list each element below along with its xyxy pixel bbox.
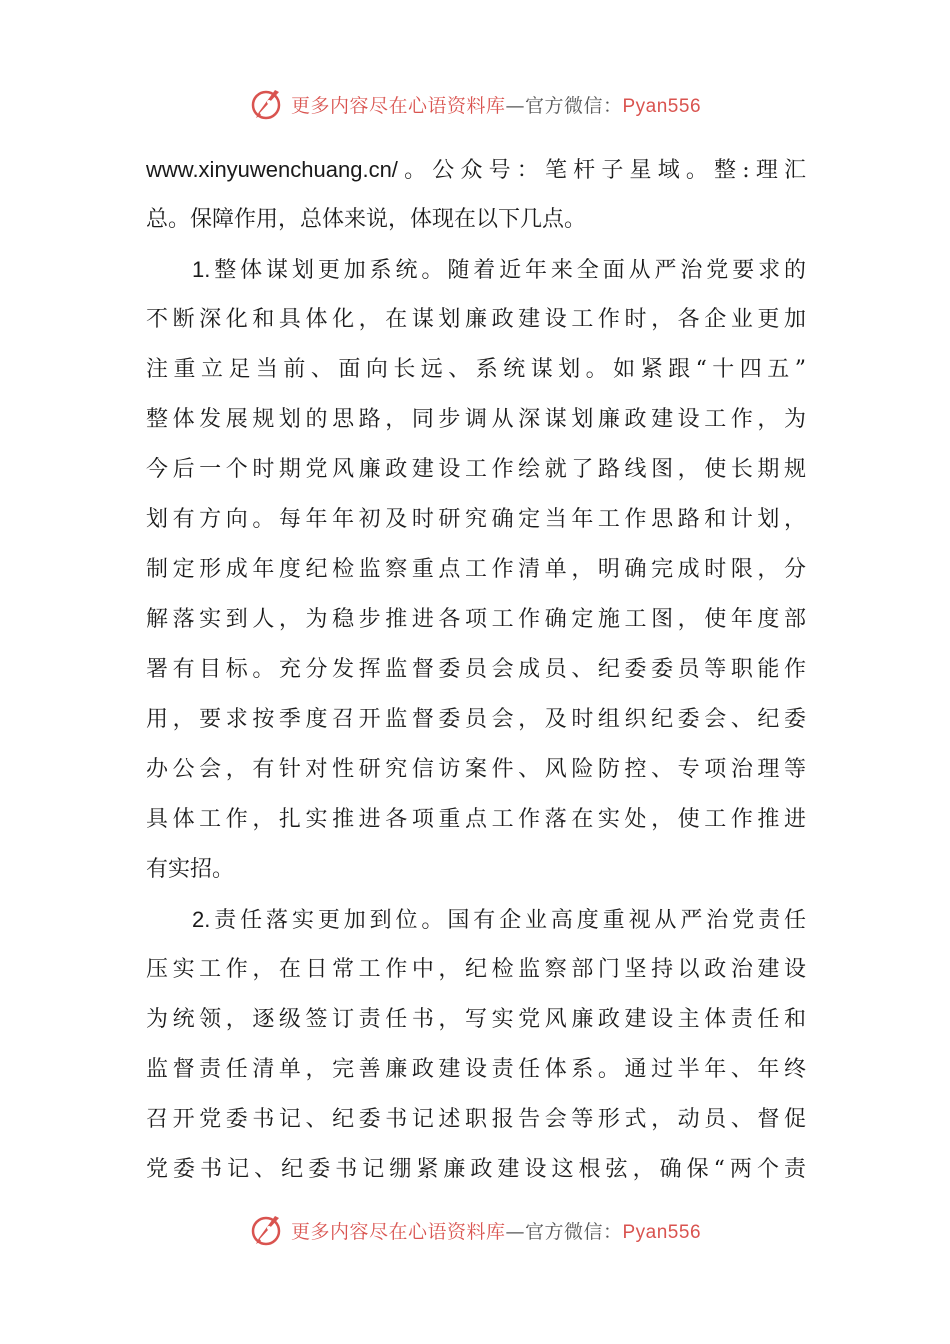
body-line-text: 责任落实更加到位。国有企业高度重视从严治党责任 — [210, 908, 806, 933]
body-line: 有实招。 — [146, 857, 235, 882]
body-line-text: 。公众号：笔杆子星域。整:理汇 — [397, 158, 806, 183]
body-line: 解落实到人，为稳步推进各项工作确定施工图，使年度部 — [146, 607, 806, 632]
banner-dash: — — [505, 94, 525, 117]
paragraph-2-first-line — [146, 895, 806, 945]
body-line: 整体发展规划的思路，同步调从深谋划廉政建设工作，为 — [146, 407, 806, 432]
banner-wechat-label: 官方微信： — [524, 1220, 623, 1243]
body-line: 划有方向。每年年初及时研究确定当年工作思路和计划， — [146, 507, 806, 532]
body-line — [146, 145, 806, 195]
banner-text — [291, 91, 701, 118]
paragraph-number: 1. — [192, 257, 211, 282]
body-line: 注重立足当前、面向长远、系统谋划。如紧跟“十四五” — [146, 357, 806, 382]
body-line: 署有目标。充分发挥监督委员会成员、纪委委员等职能作 — [146, 657, 806, 682]
banner-wechat-label: 官方微信： — [524, 94, 623, 117]
banner-wechat-id: Pyan556 — [622, 1221, 702, 1243]
website-url: www.xinyuwenchuang.cn/ — [146, 157, 398, 182]
paragraph-number: 2. — [192, 907, 211, 932]
header-banner — [0, 84, 950, 124]
banner-text — [291, 1217, 701, 1244]
body-line: 监督责任清单，完善廉政建设责任体系。通过半年、年终 — [146, 1057, 806, 1082]
body-line: 党委书记、纪委书记绷紧廉政建设这根弦，确保“两个责 — [146, 1157, 806, 1182]
footer-banner — [0, 1210, 950, 1250]
body-line: 今后一个时期党风廉政建设工作绘就了路线图，使长期规 — [146, 457, 806, 482]
body-line: 制定形成年度纪检监察重点工作清单，明确完成时限，分 — [146, 557, 806, 582]
body-line: 用，要求按季度召开监督委员会，及时组织纪委会、纪委 — [146, 707, 806, 732]
quill-seal-logo-icon — [249, 1212, 285, 1248]
banner-main-text: 更多内容尽在心语资料库 — [290, 94, 506, 117]
quill-seal-logo-icon — [249, 86, 285, 122]
document-body — [146, 145, 806, 1195]
banner-dash: — — [505, 1220, 525, 1243]
body-line: 为统领，逐级签订责任书，写实党风廉政建设主体责任和 — [146, 1007, 806, 1032]
body-line: 不断深化和具体化，在谋划廉政建设工作时，各企业更加 — [146, 307, 806, 332]
banner-wechat-id: Pyan556 — [622, 95, 702, 117]
body-line: 办公会，有针对性研究信访案件、风险防控、专项治理等 — [146, 757, 806, 782]
paragraph-1-first-line — [146, 245, 806, 295]
banner-main-text: 更多内容尽在心语资料库 — [290, 1220, 506, 1243]
body-line: 召开党委书记、纪委书记述职报告会等形式，动员、督促 — [146, 1107, 806, 1132]
body-line: 总。保障作用，总体来说，体现在以下几点。 — [146, 207, 587, 232]
body-line-text: 整体谋划更加系统。随着近年来全面从严治党要求的 — [210, 258, 806, 283]
body-line: 压实工作，在日常工作中，纪检监察部门坚持以政治建设 — [146, 957, 806, 982]
body-line: 具体工作，扎实推进各项重点工作落在实处，使工作推进 — [146, 807, 806, 832]
